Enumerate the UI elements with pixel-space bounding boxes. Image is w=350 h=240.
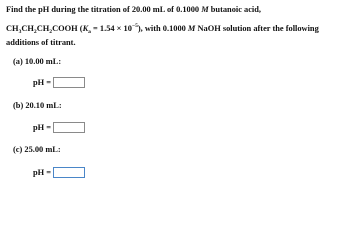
ka-exponent: −5	[131, 23, 138, 29]
problem-text: Find the pH during the titration of 20.00 mL of 0.1000	[6, 5, 202, 14]
formula-subscript: 2	[49, 29, 53, 35]
molarity-symbol: M	[187, 24, 196, 33]
molarity-symbol: M	[201, 5, 209, 14]
part-a-ph-input[interactable]	[53, 77, 85, 88]
problem-text: additions of titrant.	[6, 38, 76, 47]
part-a-answer-row	[33, 76, 85, 89]
problem-statement-line-1	[6, 5, 261, 15]
part-b-answer-row	[33, 121, 85, 134]
part-c-answer-row	[33, 166, 85, 179]
problem-statement-line-3	[6, 38, 76, 48]
part-c-ph-input[interactable]	[53, 167, 85, 178]
part-b-ph-input[interactable]	[53, 122, 85, 133]
problem-text: butanoic acid,	[208, 5, 262, 14]
ka-value: = 1.54 × 10	[90, 24, 132, 33]
ka-symbol: K	[82, 24, 89, 33]
part-c-ph-label: pH =	[33, 168, 52, 177]
part-b-label: (b) 20.10 mL:	[13, 101, 62, 110]
part-a-ph-label: pH =	[33, 78, 52, 87]
part-b-ph-label: pH =	[33, 123, 52, 132]
ka-subscript: a	[88, 29, 91, 35]
formula-subscript: 2	[33, 29, 37, 35]
part-a-label: (a) 10.00 mL:	[13, 57, 62, 66]
formula-text: CH	[6, 24, 19, 33]
formula-subscript: 3	[18, 29, 22, 35]
problem-text: ), with 0.1000	[137, 24, 188, 33]
problem-statement-line-2	[6, 21, 319, 37]
problem-text: NaOH solution after the following	[195, 24, 319, 33]
formula-text: COOH (	[52, 24, 83, 33]
formula-text: CH	[21, 24, 34, 33]
formula-text: CH	[36, 24, 50, 33]
part-c-label: (c) 25.00 mL:	[13, 145, 61, 154]
